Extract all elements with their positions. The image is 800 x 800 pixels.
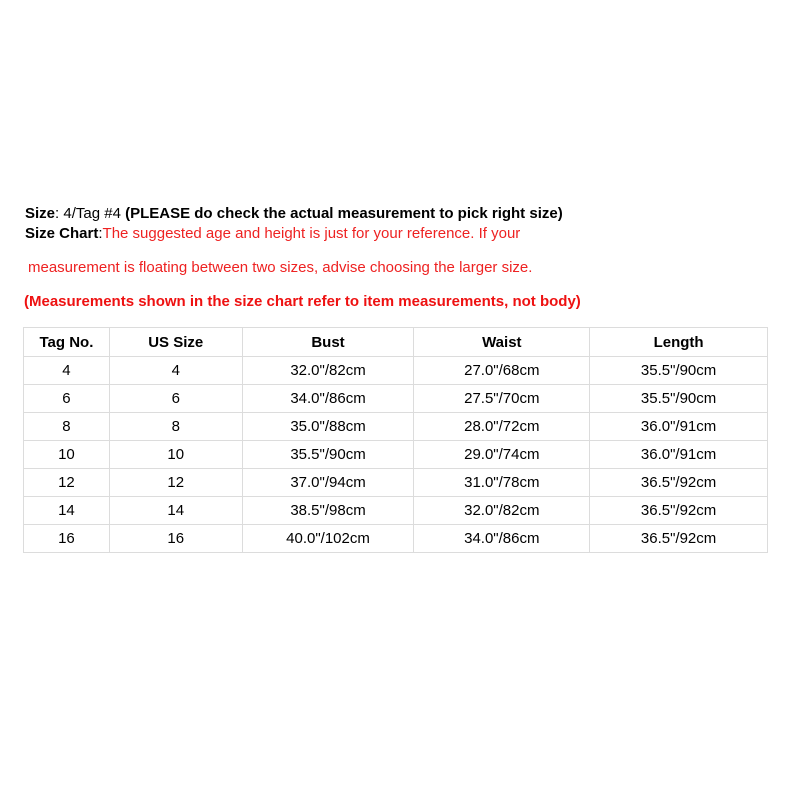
cell-length: 36.0"/91cm [590,441,768,469]
table-row [24,413,768,441]
cell-us-size: 16 [109,525,242,553]
cell-length: 35.5"/90cm [590,385,768,413]
cell-length: 35.5"/90cm [590,357,768,385]
cell-waist: 32.0"/82cm [414,497,590,525]
table-row [24,357,768,385]
table-row [24,385,768,413]
cell-tag-no: 8 [24,413,110,441]
header-bust: Bust [242,328,414,357]
cell-length: 36.5"/92cm [590,469,768,497]
cell-waist: 28.0"/72cm [414,413,590,441]
size-chart-label: Size Chart [25,225,99,242]
size-note: (PLEASE do check the actual measurement to pick right size) [125,205,563,222]
cell-bust: 37.0"/94cm [242,469,414,497]
cell-waist: 31.0"/78cm [414,469,590,497]
cell-waist: 29.0"/74cm [414,441,590,469]
cell-bust: 34.0"/86cm [242,385,414,413]
size-table [23,327,768,553]
cell-bust: 35.0"/88cm [242,413,414,441]
cell-waist: 27.0"/68cm [414,357,590,385]
cell-bust: 40.0"/102cm [242,525,414,553]
cell-tag-no: 12 [24,469,110,497]
table-row [24,497,768,525]
cell-bust: 32.0"/82cm [242,357,414,385]
table-row [24,469,768,497]
cell-length: 36.5"/92cm [590,525,768,553]
cell-length: 36.0"/91cm [590,413,768,441]
cell-tag-no: 14 [24,497,110,525]
header-us-size: US Size [109,328,242,357]
header-waist: Waist [414,328,590,357]
table-header-row [24,328,768,357]
cell-us-size: 6 [109,385,242,413]
cell-waist: 34.0"/86cm [414,525,590,553]
table-row [24,525,768,553]
cell-us-size: 4 [109,357,242,385]
cell-tag-no: 4 [24,357,110,385]
cell-us-size: 14 [109,497,242,525]
cell-us-size: 10 [109,441,242,469]
cell-bust: 38.5"/98cm [242,497,414,525]
size-chart-note-1: The suggested age and height is just for your reference. If your [102,225,521,242]
cell-us-size: 8 [109,413,242,441]
cell-tag-no: 6 [24,385,110,413]
size-chart-line [25,225,520,243]
cell-waist: 27.5"/70cm [414,385,590,413]
size-value: 4/Tag #4 [63,205,126,222]
header-length: Length [590,328,768,357]
cell-tag-no: 10 [24,441,110,469]
size-label: Size [25,205,56,222]
cell-bust: 35.5"/90cm [242,441,414,469]
size-separator: : [55,205,64,222]
header-tag-no: Tag No. [24,328,110,357]
size-chart-separator: : [98,225,103,242]
table-row [24,441,768,469]
cell-tag-no: 16 [24,525,110,553]
measurement-note: (Measurements shown in the size chart refer to item measurements, not body) [24,293,581,310]
cell-us-size: 12 [109,469,242,497]
cell-length: 36.5"/92cm [590,497,768,525]
size-chart-note-2: measurement is floating between two sizes, advise choosing the larger size. [28,259,533,276]
size-line [25,205,563,223]
